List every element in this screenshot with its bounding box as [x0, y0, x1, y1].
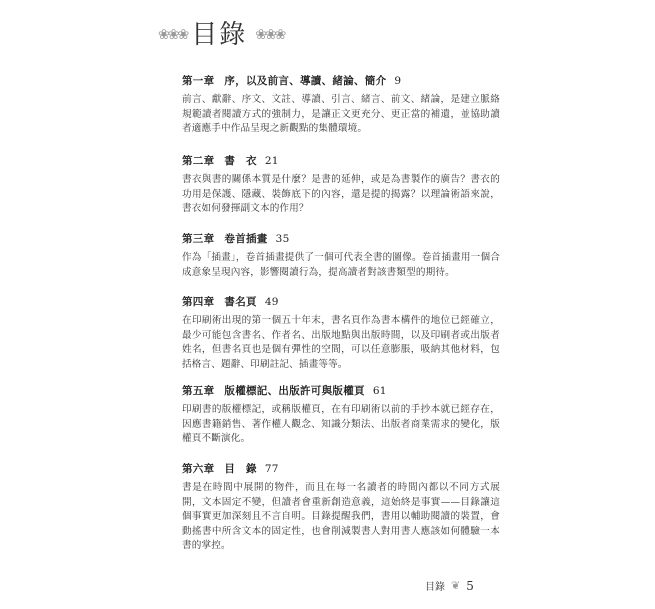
- chapter-heading[interactable]: [182, 295, 500, 309]
- page-header: [158, 22, 284, 48]
- running-title: 目錄: [425, 582, 445, 593]
- chapter-number: 第五章: [182, 385, 215, 397]
- chapter-name: 卷首插畫: [224, 233, 268, 245]
- chapter-name: 書名頁: [224, 296, 257, 308]
- chapter-description: 印刷書的版權標記，或稱版權頁，在有印刷術以前的手抄本就已經存在，因應書籍銷售、著作權人觀念、知識分類法、出版者商業需求的變化，版權頁不斷演化。: [182, 404, 500, 444]
- chapter-number: 第三章: [182, 233, 215, 245]
- chapter-name: 版權標記、出版許可與版權頁: [224, 385, 365, 397]
- chapter-description: 作為「插畫」，卷首插畫提供了一個可代表全書的圖像。卷首插畫用一個合成意象呈現內容，影響閱讀行為，提高讀者對該書類型的期待。: [182, 252, 500, 278]
- chapter-number: 第一章: [182, 75, 215, 87]
- chapter-page-number: 61: [372, 385, 387, 397]
- chapter-description: 書是在時間中展開的物件，而且在每一名讀者的時間內都以不同方式展開，文本固定不變，但讀者會重新創造意義，這始終是事實——目錄讓這個事實更加深刻且不言自明。目錄提醒我們，書用以輔助閱讀的裝置，會動搖書中所含文本的固定性，也會削減製書人對用書人應該如何體驗一本書的掌控。: [182, 482, 500, 551]
- chapter-number: 第四章: [182, 296, 215, 308]
- fleuron-icon: ❦: [451, 579, 461, 592]
- page-footer: [425, 578, 474, 593]
- chapter-name: 序，以及前言、導讀、緒論、簡介: [224, 75, 387, 87]
- chapter-description: 書衣與書的關係本質是什麼？是書的延伸，或是為書製作的廣告？書衣的功用是保護、隱藏、裝飾底下的內容，還是提的揭露？以理論術語來說，書衣如何發揮副文本的作用？: [182, 174, 500, 214]
- chapter-entry-1: [182, 74, 500, 137]
- page-number: 5: [466, 578, 474, 593]
- chapter-heading[interactable]: [182, 232, 500, 246]
- chapter-page-number: 21: [264, 155, 279, 167]
- chapter-entry-5: [182, 384, 500, 447]
- chapter-page-number: 9: [394, 75, 402, 87]
- right-ornament-icon: ❀❀❀: [255, 27, 285, 43]
- chapter-number: 第六章: [182, 463, 215, 475]
- chapter-heading[interactable]: [182, 154, 500, 168]
- chapter-name: 書 衣: [224, 155, 257, 167]
- chapter-page-number: 77: [264, 463, 279, 475]
- page-title: 目錄: [191, 20, 248, 50]
- chapter-number: 第二章: [182, 155, 215, 167]
- left-ornament-icon: ❀❀❀: [158, 27, 188, 43]
- chapter-entry-2: [182, 154, 500, 217]
- chapter-entry-6: [182, 462, 500, 554]
- chapter-name: 目 錄: [224, 463, 257, 475]
- chapter-entry-4: [182, 295, 500, 372]
- chapter-description: 前言、獻辭、序文、文註、導讀、引言、緒言、前文、緒論，是建立脈絡規範讀者閱讀方式的強制力，是讓正文更充分、更正當的補遺，並協助讀者適應手中作品呈現之新觀點的集體環境。: [182, 94, 500, 134]
- chapter-page-number: 49: [264, 296, 279, 308]
- chapter-description: 在印刷術出現的第一個五十年末，書名頁作為書本構件的地位已經確立，最少可能包含書名、作者名、出版地點與出版時間，以及印刷者或出版者姓名，但書名頁也是個有彈性的空間，可以任意膨脹，吸納其他材料，包括格言、題辭、印刷註記、插畫等等。: [182, 315, 500, 370]
- chapter-page-number: 35: [275, 233, 290, 245]
- chapter-entry-3: [182, 232, 500, 280]
- chapter-heading[interactable]: [182, 74, 500, 88]
- chapter-heading[interactable]: [182, 384, 500, 398]
- chapter-heading[interactable]: [182, 462, 500, 476]
